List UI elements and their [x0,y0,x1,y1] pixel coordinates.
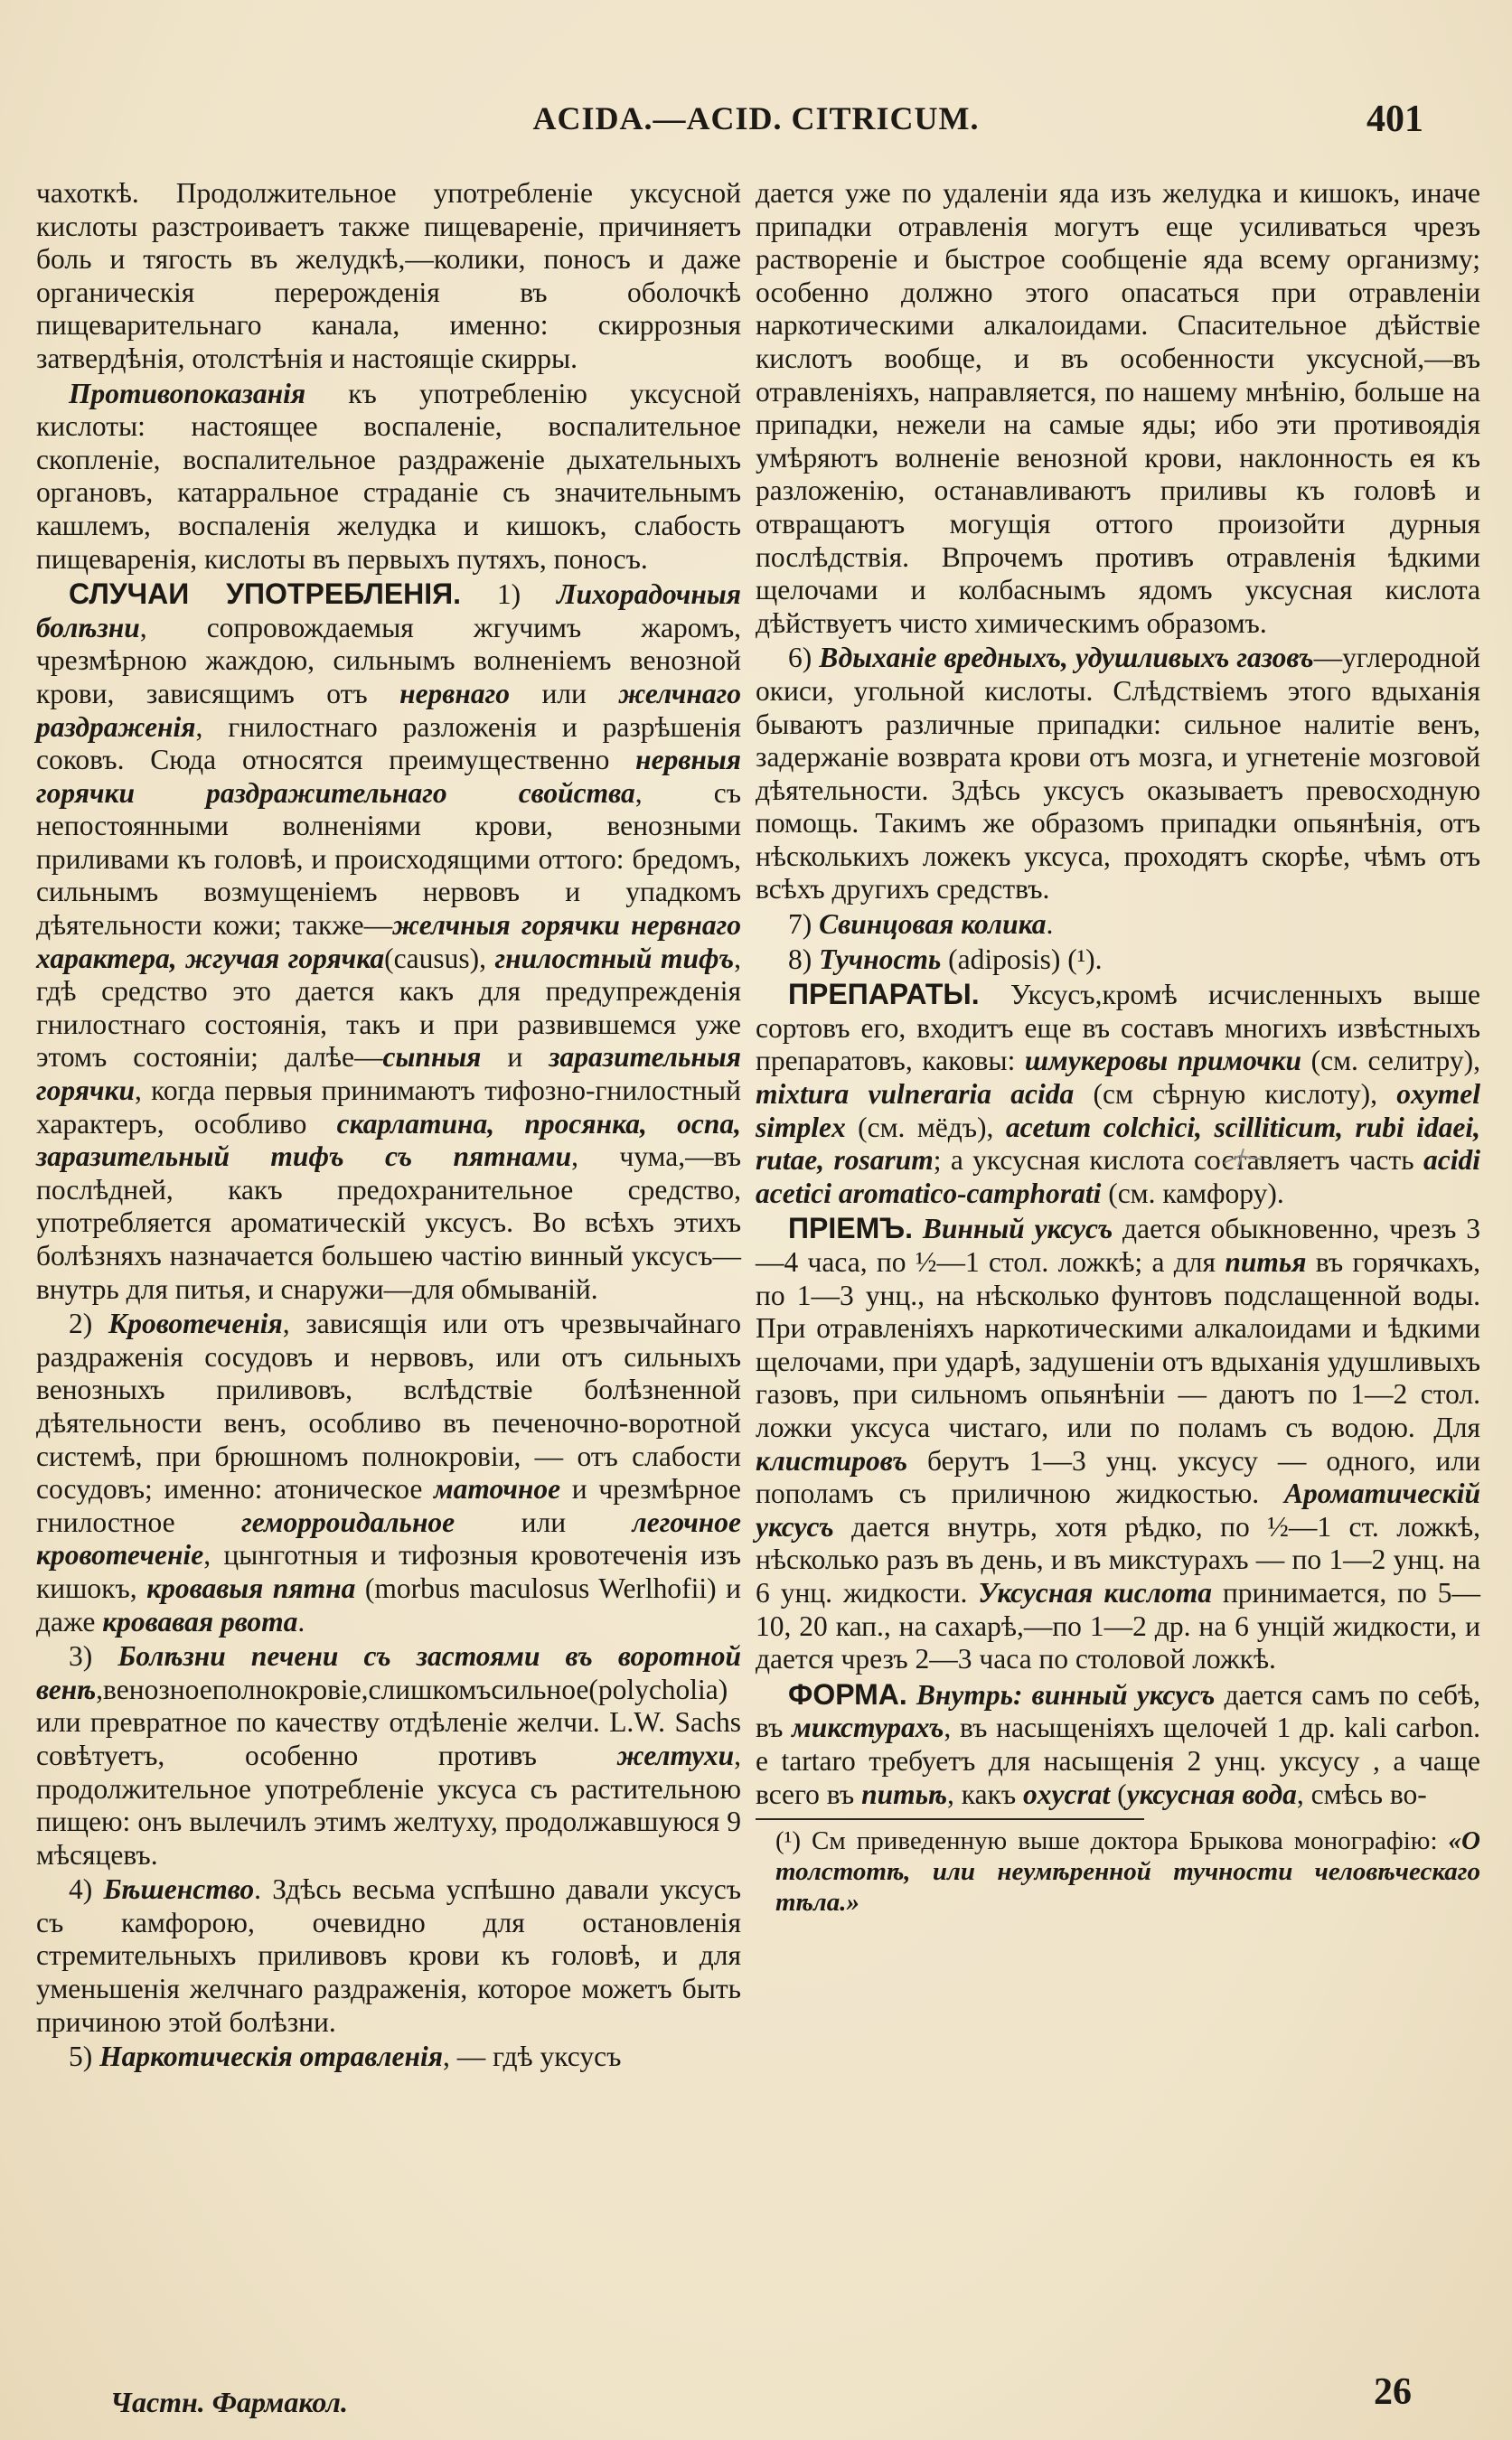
page-header [0,98,1512,143]
right-column [756,177,1480,2440]
footer-signature: Частн. Фармакол. [110,2386,348,2418]
paragraph: 3) Болѣзни печени съ застоями въ воротной венѣ,венозноеполнокровіе,слишкомъсильное(polycholia) или превратное по качеству отдѣленіе желчи. L.W. Sachs совѣтуетъ, особенно противъ желтухи, продолжительное употребленіе уксуса съ растительною пищею: онъ вылечилъ этимъ желтуху, продолжавшуюся 9 мѣсяцевъ. [36,1640,742,1871]
pencil-mark-icon [1220,1143,1265,1170]
paragraph: 5) Наркотическія отравленія, — гдѣ уксусъ [69,2041,622,2073]
running-head: ACIDA.—ACID. CITRICUM. [532,100,980,136]
section-heading: ПРІЕМЪ. [788,1212,913,1245]
paragraph: 6) Вдыханіе вредныхъ, удушливыхъ газовъ—углеродной окиси, угольной кислоты. Слѣдствіемъ этого вдыханія бываютъ различные припадки: сильное налитіе венъ, задержаніе возврата крови отъ мозга, и угнетеніе мозговой дѣятельности. Здѣсь уксусъ оказываетъ превосходную помощь. Такимъ же образомъ припадки опьянѣнія, отъ нѣсколькихъ ложекъ уксуса, проходятъ скорѣе, чѣмъ отъ всѣхъ другихъ средствъ. [756,642,1480,906]
paragraph: ПРЕПАРАТЫ. Уксусъ,кромѣ исчисленныхъ выше сортовъ его, входитъ еще въ составъ многихъ извѣстныхъ препаратовъ, каковы: шмукеровы примочки (см. селитру), mixtura vulneraria acida (см сѣрную кислоту), oxymel simplex (см. мёдъ), acetum colchici, scilliticum, rubi idaei, rutae, rosarum; а уксусная кислота составляетъ часть acidi acetici aromatico-camphorati (см. камфору). [756,978,1481,1209]
paragraph: Противопоказанія къ употребленію уксусной кислоты: настоящее воспаленіе, воспалительное скопленіе, воспалительное раздраженіе дыхательныхъ органовъ, катарральное страданіе съ значительнымъ кашлемъ, воспаленія желудка и кишокъ, слабость пищеваренія, кислоты въ первыхъ путяхъ, поносъ. [36,377,741,575]
paragraph: 8) Тучность (adiposis) (¹). [788,943,1103,975]
paragraph: 4) Бѣшенство. Здѣсь весьма успѣшно давали уксусъ съ камфорою, очевидно для остановленія стремительныхъ приливовъ крови къ головѣ, и для уменьшенія желчнаго раздраженія, которое можетъ быть причиною этой болѣзни. [36,1873,742,2038]
paragraph: ФОРМА. Внутрь: винный уксусъ дается самъ по себѣ, въ микстурахъ, въ насыщеніяхъ щелочей 1 др. kali carbon. e tartaro требуетъ для насыщенія 2 унц. уксусу , а чаще всего въ питьѣ, какъ oxycrat (уксусная вода, смѣсь во- [756,1677,1481,1810]
section-heading: ФОРМА. [788,1677,907,1711]
paragraph: 7) Свинцовая колика. [788,908,1054,941]
page-number: 401 [1366,99,1423,140]
paragraph: ПРІЕМЪ. Винный уксусъ дается обыкновенно, чрезъ 3—4 часа, по ½—1 стол. ложкѣ; а для питья въ горячкахъ, по 1—3 унц., на нѣсколько фунтовъ подслащенной воды. При отравленіяхъ наркотическими алкалоидами и ѣдкими щелочами, при ударѣ, задушеніи отъ вдыханія удушливыхъ газовъ, при сильномъ опьянѣніи — даютъ по 1—2 стол. ложки уксуса чистаго, или по поламъ съ водою. Для клистировъ берутъ 1—3 унц. уксусу — одного, или пополамъ съ приличною жидкостью. Ароматическій уксусъ дается внутрь, хотя рѣдко, по ½—1 ст. ложкѣ, нѣсколько разъ въ день, и въ микстурахъ — по 1—2 унц. на 6 унц. жидкости. Уксусная кислота принимается, по 5—10, 20 кап., на сахарѣ,—по 1—2 др. на 6 унцій жидкости, и дается чрезъ 2—3 часа по столовой ложкѣ. [756,1212,1480,1675]
sheet-number: 26 [1374,2371,1412,2413]
footnote: (¹) См приведенную выше доктора Брыкова монографію: «О толстотѣ, или неумѣренной тучности человѣческаго тѣла.» [775,1826,1480,1918]
italic-term: Противопоказанія [69,377,306,409]
paragraph: дается уже по удаленіи яда изъ желудка и кишокъ, иначе припадки отравленія могутъ еще усиливаться чрезъ раствореніе и быстрое сообщеніе яда всему организму; особенно должно этого опасаться при отравленіи наркотическими алкалоидами. Спасительное дѣйствіе кислотъ вообще, и въ особенности уксусной,—въ отравленіяхъ, направляется, по нашему мнѣнію, больше на припадки, нежели на самые яды; ибо эти противоядія умѣряютъ волненіе венозной крови, наклонность ея къ разложенію, останавливаютъ приливы къ головѣ и отвращаютъ могущія оттого произойти дурныя послѣдствія. Впрочемъ противъ отравленія ѣдкими щелочами и колбаснымъ ядомъ уксусная кислота дѣйствуетъ чисто химическимъ образомъ. [756,177,1480,639]
paragraph: чахоткѣ. Продолжительное употребленіе уксусной кислоты разстроиваетъ также пищевареніе, причиняетъ боль и тягость въ желудкѣ,—колики, поносъ и даже органическія перерожденія въ оболочкѣ пищеварительнаго канала, именно: скиррозныя затвердѣнія, отолстѣнія и настоящіе скирры. [36,177,741,374]
left-column [36,177,741,2440]
paragraph: 2) Кровотеченія, зависящія или отъ чрезвычайнаго раздраженія сосудовъ и нервовъ, или отъ сильныхъ венозныхъ приливовъ, вслѣдствіе болѣзненной дѣятельности венъ, особливо въ печеночно-воротной системѣ, при брюшномъ полнокровіи, — отъ слабости сосудовъ; именно: атоническое маточное и чрезмѣрное гнилостное геморроидальное или легочное кровотеченіе, цынготныя и тифозныя кровотеченія изъ кишокъ, кровавыя пятна (morbus maculosus Werlhofii) и даже кровавая рвота. [36,1308,742,1638]
section-heading: ПРЕПАРАТЫ. [788,978,980,1011]
paragraph: СЛУЧАИ УПОТРЕБЛЕНІЯ. 1) Лихорадочныя болѣзни, сопровождаемыя жгучимъ жаромъ, чрезмѣрною жаждою, сильнымъ волненіемъ венозной крови, зависящимъ отъ нервнаго или желчнаго раздраженія, гнилостнаго разложенія и разрѣшенія соковъ. Сюда относятся преимущественно нервныя горячки раздражительнаго свойства, съ непостоянными волненіями крови, венозными приливами къ головѣ, и происходящими оттого: бредомъ, сильнымъ возмущеніемъ нервовъ и упадкомъ дѣятельности кожи; также—желчныя горячки нервнаго характера, жгучая горячка(causus), гнилостный тифъ, гдѣ средство это дается какъ для предупрежденія гнилостнаго состоянія, такъ и при развившемся уже этомъ состояніи; далѣе—сыпныя и заразительныя горячки, когда первыя принимаютъ тифозно-гнилостный характеръ, особливо скарлатина, просянка, оспа, заразительный тифъ съ пятнами, чума,—въ послѣдней, какъ предохранительное средство, употребляется ароматическій уксусъ. Во всѣхъ этихъ болѣзняхъ назначается большею частію винный уксусъ—внутрь для питья, и снаружи—для обмываній. [36,577,741,1305]
section-heading: СЛУЧАИ УПОТРЕБЛЕНІЯ. [69,577,462,611]
footnote-divider [756,1818,1144,1820]
